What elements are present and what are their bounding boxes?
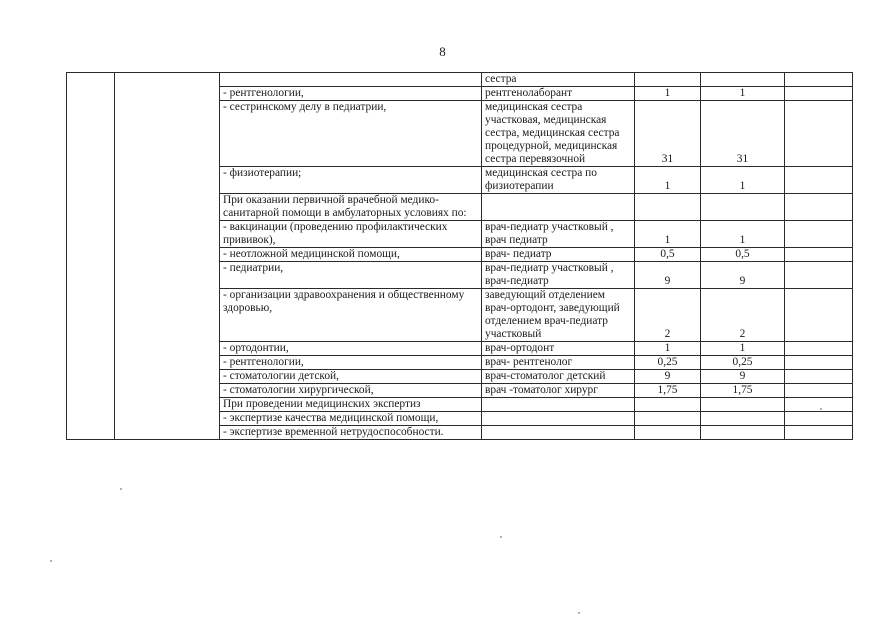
service-cell: - рентгенологии, bbox=[220, 87, 482, 101]
count-b-cell bbox=[701, 412, 785, 426]
count-a-cell: 31 bbox=[635, 101, 701, 167]
count-b-cell bbox=[701, 398, 785, 412]
count-b-cell: 1 bbox=[701, 342, 785, 356]
position-cell: сестра bbox=[482, 73, 635, 87]
note-cell bbox=[785, 342, 853, 356]
count-b-cell: 0,5 bbox=[701, 248, 785, 262]
count-b-cell bbox=[701, 426, 785, 440]
service-cell: При проведении медицинских экспертиз bbox=[220, 398, 482, 412]
count-b-cell: 0,25 bbox=[701, 356, 785, 370]
service-cell: - рентгенологии, bbox=[220, 356, 482, 370]
count-b-cell: 31 bbox=[701, 101, 785, 167]
position-cell: заведующий отделением врач-ортодонт, заведующий отделением врач-педиатр участковый bbox=[482, 289, 635, 342]
note-cell bbox=[785, 384, 853, 398]
note-cell bbox=[785, 262, 853, 289]
scan-speck bbox=[120, 488, 122, 490]
count-a-cell bbox=[635, 194, 701, 221]
note-cell bbox=[785, 356, 853, 370]
count-a-cell: 9 bbox=[635, 262, 701, 289]
service-cell: - педиатрии, bbox=[220, 262, 482, 289]
note-cell bbox=[785, 167, 853, 194]
count-b-cell: 1 bbox=[701, 167, 785, 194]
count-a-cell: 0,5 bbox=[635, 248, 701, 262]
service-cell: - ортодонтии, bbox=[220, 342, 482, 356]
service-cell: - стоматологии детской, bbox=[220, 370, 482, 384]
note-cell bbox=[785, 87, 853, 101]
position-cell bbox=[482, 426, 635, 440]
service-cell: - физиотерапии; bbox=[220, 167, 482, 194]
note-cell bbox=[785, 194, 853, 221]
organization-column-cell bbox=[115, 73, 220, 440]
count-a-cell: 1 bbox=[635, 221, 701, 248]
note-cell bbox=[785, 73, 853, 87]
service-cell: - неотложной медицинской помощи, bbox=[220, 248, 482, 262]
service-cell: - экспертизе качества медицинской помощи, bbox=[220, 412, 482, 426]
position-cell: врач -томатолог хирург bbox=[482, 384, 635, 398]
count-b-cell: 9 bbox=[701, 370, 785, 384]
count-b-cell: 9 bbox=[701, 262, 785, 289]
note-cell bbox=[785, 412, 853, 426]
service-cell: При оказании первичной врачебной медико-санитарной помощи в амбулаторных условиях по: bbox=[220, 194, 482, 221]
count-a-cell: 1 bbox=[635, 87, 701, 101]
count-b-cell: 1 bbox=[701, 87, 785, 101]
count-a-cell: 1 bbox=[635, 342, 701, 356]
count-a-cell bbox=[635, 398, 701, 412]
position-cell: медицинская сестра участковая, медицинская сестра, медицинская сестра процедурной, медицинская сестра перевязочной bbox=[482, 101, 635, 167]
scan-speck bbox=[578, 612, 580, 614]
position-cell: врач- рентгенолог bbox=[482, 356, 635, 370]
position-cell: медицинская сестра по физиотерапии bbox=[482, 167, 635, 194]
scan-speck bbox=[50, 560, 52, 562]
services-table bbox=[66, 72, 853, 440]
table-row bbox=[67, 73, 853, 87]
position-cell bbox=[482, 412, 635, 426]
position-cell: врач-педиатр участковый , врач-педиатр bbox=[482, 262, 635, 289]
note-cell bbox=[785, 426, 853, 440]
position-cell: врач-ортодонт bbox=[482, 342, 635, 356]
scan-speck bbox=[500, 536, 502, 538]
note-cell bbox=[785, 248, 853, 262]
position-cell: врач- педиатр bbox=[482, 248, 635, 262]
count-a-cell bbox=[635, 73, 701, 87]
count-b-cell: 2 bbox=[701, 289, 785, 342]
count-b-cell bbox=[701, 73, 785, 87]
number-column-cell bbox=[67, 73, 115, 440]
count-b-cell: 1 bbox=[701, 221, 785, 248]
position-cell: врач-педиатр участковый , врач педиатр bbox=[482, 221, 635, 248]
note-cell bbox=[785, 101, 853, 167]
note-cell bbox=[785, 289, 853, 342]
page-number: 8 bbox=[439, 44, 446, 59]
note-cell bbox=[785, 398, 853, 412]
service-cell: - экспертизе временной нетрудоспособности. bbox=[220, 426, 482, 440]
note-cell bbox=[785, 370, 853, 384]
service-cell: - стоматологии хирургической, bbox=[220, 384, 482, 398]
service-cell: - вакцинации (проведению профилактических прививок), bbox=[220, 221, 482, 248]
count-a-cell: 2 bbox=[635, 289, 701, 342]
count-a-cell: 9 bbox=[635, 370, 701, 384]
count-b-cell: 1,75 bbox=[701, 384, 785, 398]
service-cell bbox=[220, 73, 482, 87]
count-a-cell: 1 bbox=[635, 167, 701, 194]
scan-speck bbox=[820, 408, 822, 410]
position-cell: врач-стоматолог детский bbox=[482, 370, 635, 384]
position-cell bbox=[482, 398, 635, 412]
count-a-cell: 1,75 bbox=[635, 384, 701, 398]
service-cell: - сестринскому делу в педиатрии, bbox=[220, 101, 482, 167]
service-cell: - организации здравоохранения и общественному здоровью, bbox=[220, 289, 482, 342]
count-a-cell bbox=[635, 426, 701, 440]
note-cell bbox=[785, 221, 853, 248]
count-b-cell bbox=[701, 194, 785, 221]
position-cell bbox=[482, 194, 635, 221]
position-cell: рентгенолаборант bbox=[482, 87, 635, 101]
count-a-cell: 0,25 bbox=[635, 356, 701, 370]
count-a-cell bbox=[635, 412, 701, 426]
